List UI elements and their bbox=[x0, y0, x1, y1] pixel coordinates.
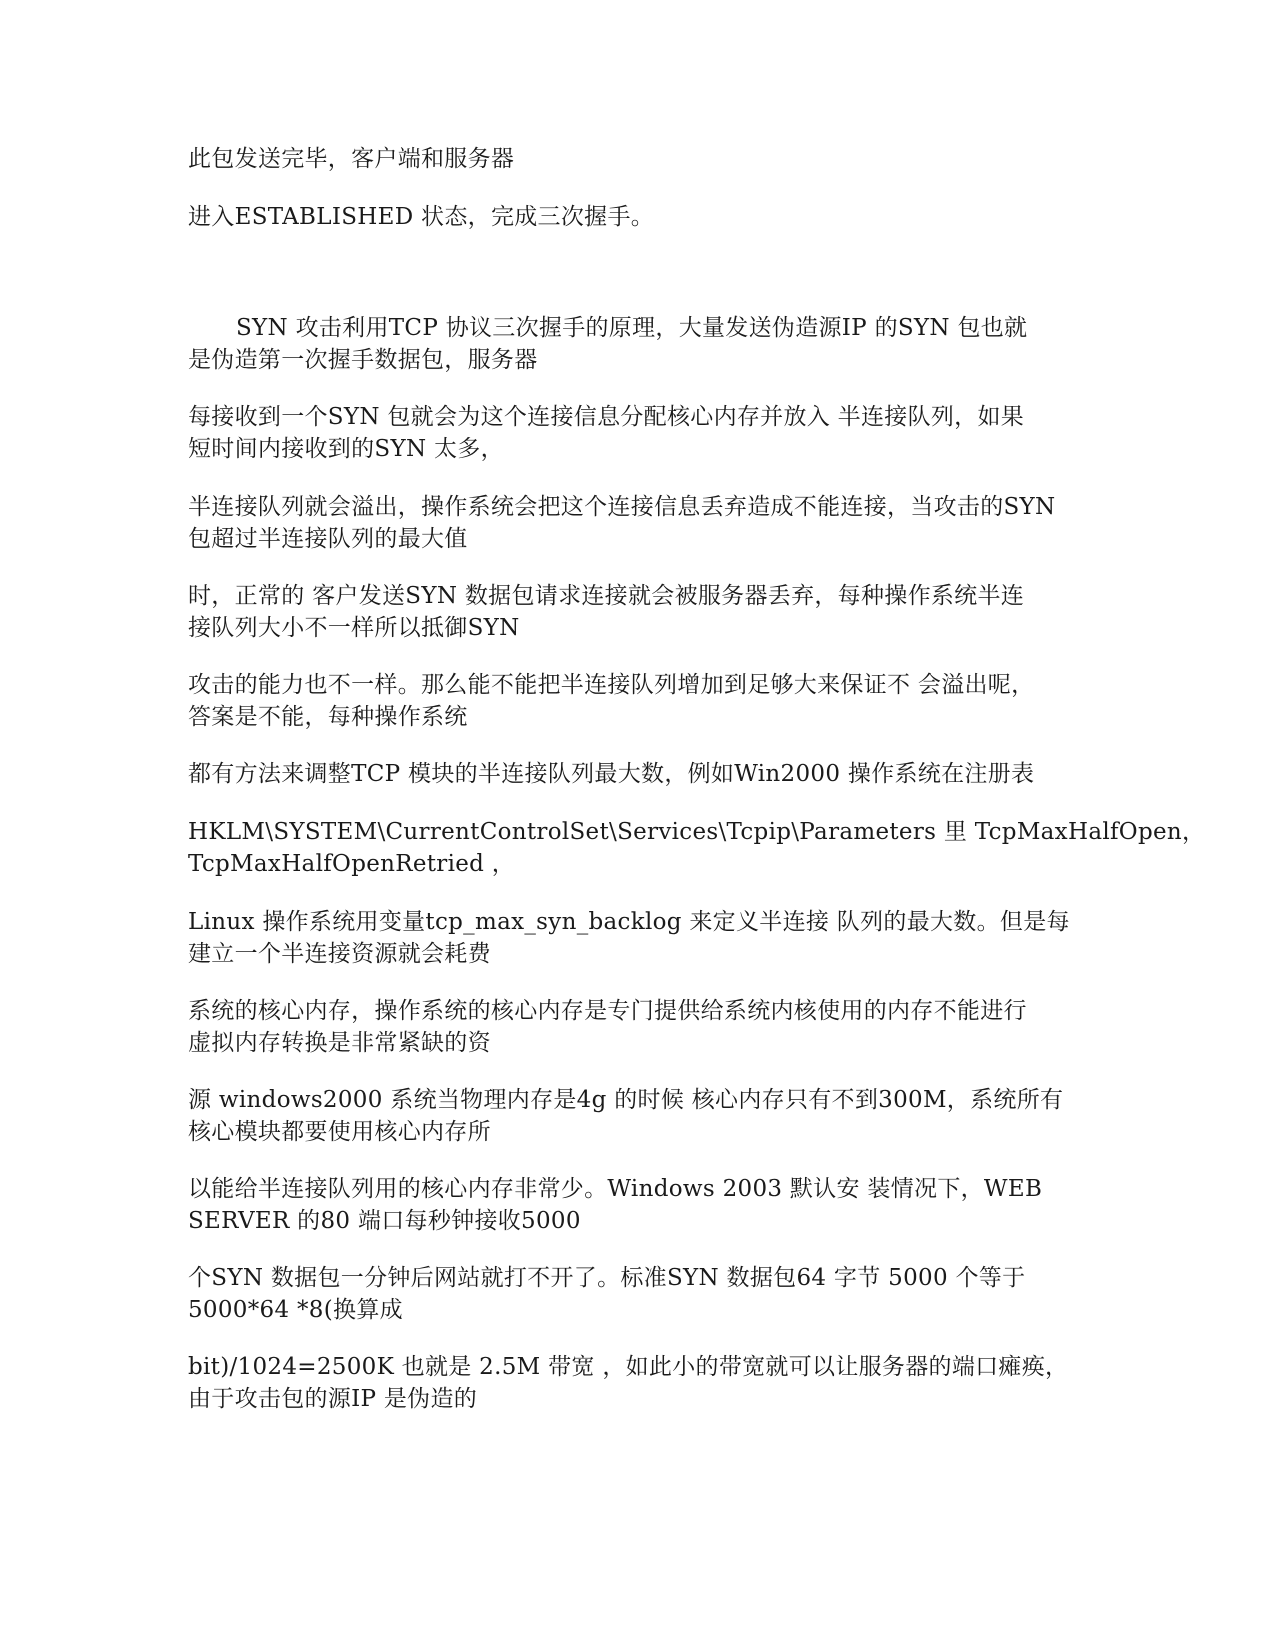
text-line: 虚拟内存转换是非常紧缺的资 bbox=[188, 1030, 491, 1056]
paragraph-established bbox=[188, 201, 1088, 233]
text-line: 核心模块都要使用核心内存所 bbox=[188, 1119, 491, 1145]
text-line: 此包发送完毕，客户端和服务器 bbox=[188, 146, 515, 172]
paragraph-queue-overflow bbox=[188, 491, 1088, 555]
paragraph-normal-client bbox=[188, 580, 1088, 644]
text-line: 系统的核心内存，操作系统的核心内存是专门提供给系统内核使用的内存不能进行 bbox=[188, 998, 1027, 1024]
paragraph-handshake-complete bbox=[188, 143, 1088, 175]
text-line: 以能给半连接队列用的核心内存非常少。Windows 2003 默认安 装情况下，WEB bbox=[188, 1176, 1043, 1202]
paragraph-adjust-tcp bbox=[188, 758, 1088, 790]
paragraph-windows2000-memory bbox=[188, 1084, 1088, 1148]
text-line: 个SYN 数据包一分钟后网站就打不开了。标准SYN 数据包64 字节 5000 个等于 bbox=[188, 1265, 1026, 1291]
paragraph-bandwidth-calc bbox=[188, 1262, 1088, 1326]
text-line: 攻击的能力也不一样。那么能不能把半连接队列增加到足够大来保证不 会溢出呢， bbox=[188, 672, 1035, 698]
paragraph-increase-queue bbox=[188, 669, 1088, 733]
text-line: 是伪造第一次握手数据包，服务器 bbox=[188, 347, 538, 373]
paragraph-small-bandwidth bbox=[188, 1351, 1088, 1415]
paragraph-windows2003 bbox=[188, 1173, 1088, 1237]
text-line: 源 windows2000 系统当物理内存是4g 的时候 核心内存只有不到300M，系统所有 bbox=[188, 1087, 1064, 1113]
text-line: 每接收到一个SYN 包就会为这个连接信息分配核心内存并放入 半连接队列，如果 bbox=[188, 404, 1025, 430]
text-line: 都有方法来调整TCP 模块的半连接队列最大数，例如Win2000 操作系统在注册表 bbox=[188, 761, 1035, 787]
text-line: 由于攻击包的源IP 是伪造的 bbox=[188, 1386, 478, 1412]
paragraph-registry-path bbox=[188, 816, 1206, 880]
text-line: 5000*64 *8(换算成 bbox=[188, 1297, 403, 1323]
text-line: 建立一个半连接资源就会耗费 bbox=[188, 941, 491, 967]
text-line: bit)/1024=2500K 也就是 2.5M 带宽 ，如此小的带宽就可以让服务器的端口瘫痪， bbox=[188, 1354, 1069, 1380]
text-line: 半连接队列就会溢出，操作系统会把这个连接信息丢弃造成不能连接，当攻击的SYN bbox=[188, 494, 1056, 520]
paragraph-linux-backlog bbox=[188, 906, 1088, 970]
text-line: 答案是不能，每种操作系统 bbox=[188, 704, 468, 730]
paragraph-kernel-scarce bbox=[188, 995, 1088, 1059]
text-line: SERVER 的80 端口每秒钟接收5000 bbox=[188, 1208, 581, 1234]
text-line: TcpMaxHalfOpenRetried ， bbox=[188, 851, 516, 877]
text-line: Linux 操作系统用变量tcp_max_syn_backlog 来定义半连接 队列的最大数。但是每 bbox=[188, 909, 1070, 935]
text-line: 时，正常的 客户发送SYN 数据包请求连接就会被服务器丢弃，每种操作系统半连 bbox=[188, 583, 1025, 609]
text-line: 包超过半连接队列的最大值 bbox=[188, 526, 468, 552]
text-line: HKLM\SYSTEM\CurrentControlSet\Services\Tcpip\Parameters 里 TcpMaxHalfOpen， bbox=[188, 819, 1206, 845]
text-line: 进入ESTABLISHED 状态，完成三次握手。 bbox=[188, 204, 655, 230]
paragraph-syn-attack-intro bbox=[188, 312, 1088, 376]
text-line: 短时间内接收到的SYN 太多， bbox=[188, 436, 504, 462]
text-line: SYN 攻击利用TCP 协议三次握手的原理，大量发送伪造源IP 的SYN 包也就 bbox=[236, 315, 1028, 341]
paragraph-kernel-memory bbox=[188, 401, 1088, 465]
text-line: 接队列大小不一样所以抵御SYN bbox=[188, 615, 520, 641]
